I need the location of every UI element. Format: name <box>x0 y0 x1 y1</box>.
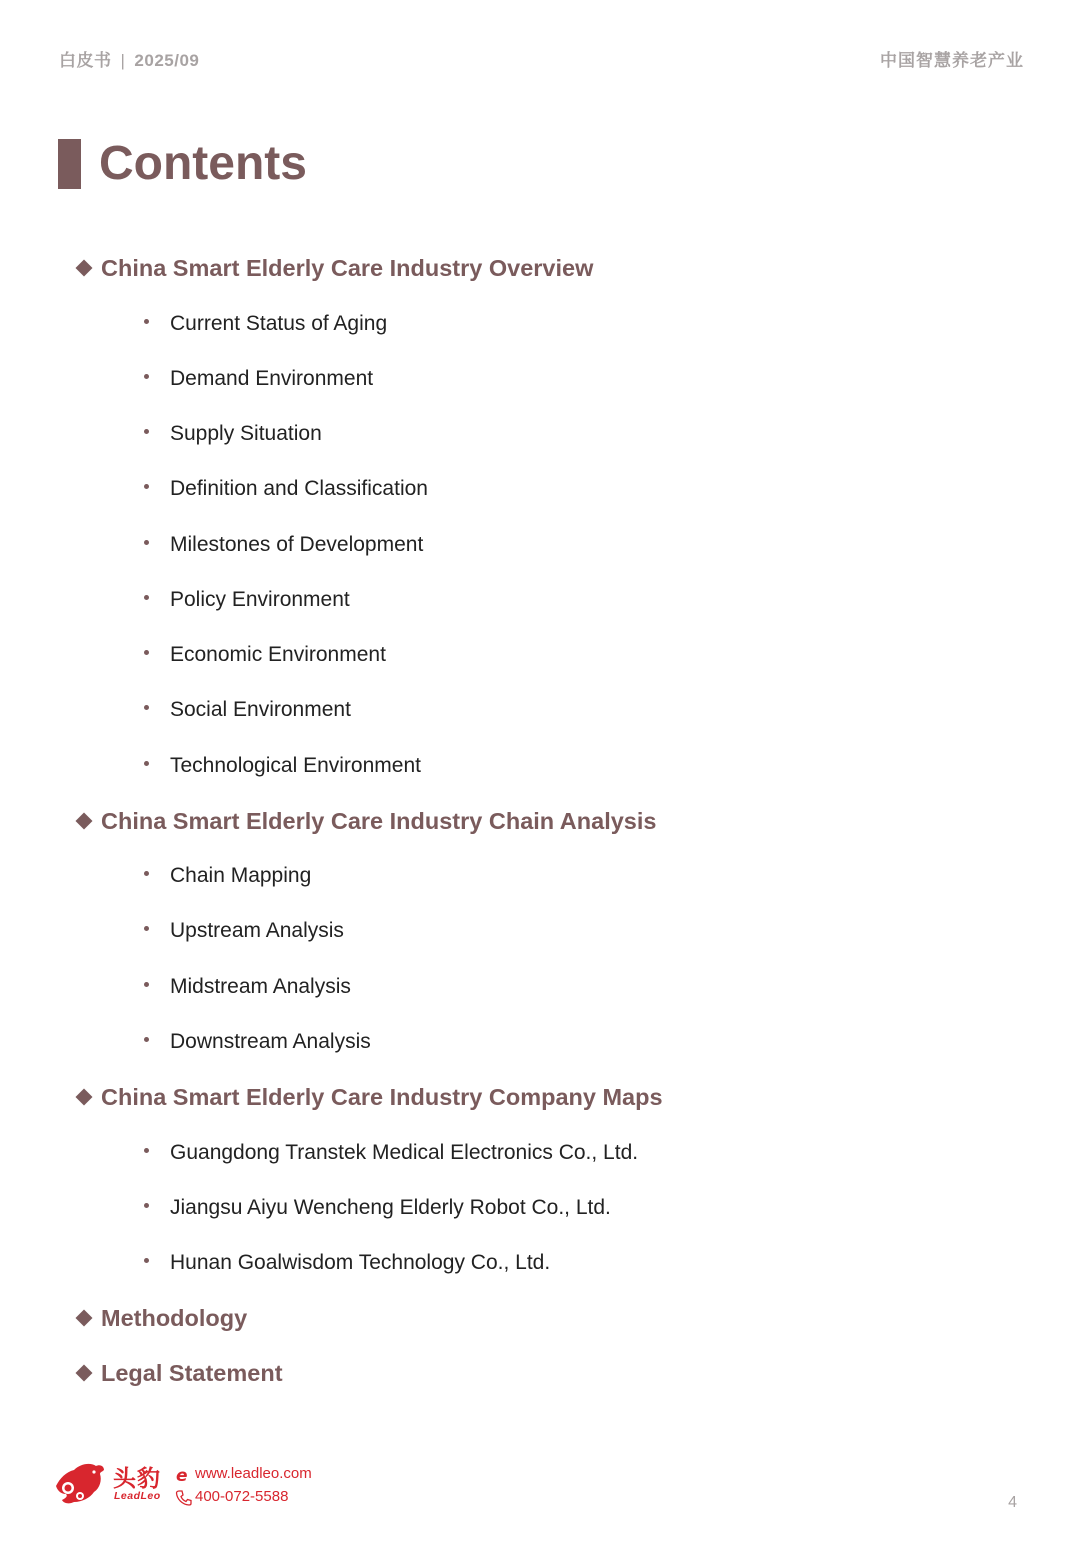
toc-item-label: Policy Environment <box>170 588 350 611</box>
dot-bullet-icon <box>144 595 149 600</box>
toc-item-label: Economic Environment <box>170 643 386 666</box>
toc-item[interactable] <box>144 531 423 559</box>
toc-section-legal[interactable] <box>74 1358 283 1388</box>
dot-bullet-icon <box>144 650 149 655</box>
toc-item[interactable] <box>144 917 344 945</box>
toc-item-label: Midstream Analysis <box>170 975 351 998</box>
toc-item[interactable] <box>144 752 421 780</box>
website-link[interactable]: www.leadleo.com <box>195 1465 312 1482</box>
toc-item[interactable] <box>144 641 386 669</box>
toc-section-chain-analysis[interactable] <box>74 806 656 836</box>
title-accent-bar <box>58 139 81 189</box>
phone-row[interactable] <box>175 1487 312 1510</box>
toc-item[interactable] <box>144 420 322 448</box>
dot-bullet-icon <box>144 926 149 931</box>
toc-item-label: Social Environment <box>170 698 351 721</box>
diamond-bullet-icon <box>76 812 93 829</box>
dot-bullet-icon <box>144 705 149 710</box>
phone-number[interactable]: 400-072-5588 <box>195 1488 289 1505</box>
diamond-bullet-icon <box>76 1364 93 1381</box>
dot-bullet-icon <box>144 761 149 766</box>
toc-item-label: Upstream Analysis <box>170 919 344 942</box>
dot-bullet-icon <box>144 484 149 489</box>
diamond-bullet-icon <box>76 1309 93 1326</box>
dot-bullet-icon <box>144 982 149 987</box>
dot-bullet-icon <box>144 1203 149 1208</box>
toc-item[interactable] <box>144 1249 550 1277</box>
page-title: Contents <box>99 137 307 190</box>
dot-bullet-icon <box>144 429 149 434</box>
toc-item[interactable] <box>144 365 373 393</box>
toc-item[interactable] <box>144 310 387 338</box>
toc-section-overview[interactable] <box>74 253 593 283</box>
toc-item-label: Guangdong Transtek Medical Electronics Co., Ltd. <box>170 1141 639 1164</box>
dot-bullet-icon <box>144 1037 149 1042</box>
diamond-bullet-icon <box>76 1088 93 1105</box>
toc-item[interactable] <box>144 1139 638 1167</box>
dot-bullet-icon <box>144 871 149 876</box>
toc-item-label: Technological Environment <box>170 754 421 777</box>
phone-icon <box>175 1489 192 1506</box>
toc-item-label: Demand Environment <box>170 367 374 390</box>
toc-item-label: Hunan Goalwisdom Technology Co., Ltd. <box>170 1251 551 1274</box>
dot-bullet-icon <box>144 374 149 379</box>
web-e-icon <box>175 1466 192 1483</box>
header-separator: | <box>120 51 126 70</box>
toc-item[interactable] <box>144 862 311 890</box>
toc-item[interactable] <box>144 696 351 724</box>
toc-section-label: Methodology <box>101 1305 248 1331</box>
toc-item-label: Milestones of Development <box>170 533 424 556</box>
toc-item-label: Definition and Classification <box>170 477 428 500</box>
contact-info <box>175 1464 312 1510</box>
toc-item[interactable] <box>144 1028 371 1056</box>
toc-item-label: Chain Mapping <box>170 864 312 887</box>
page-number: 4 <box>1008 1494 1017 1511</box>
dot-bullet-icon <box>144 319 149 324</box>
toc-item[interactable] <box>144 973 351 1001</box>
toc-section-label: Legal Statement <box>101 1360 283 1386</box>
diamond-bullet-icon <box>76 259 93 276</box>
website-row[interactable] <box>175 1464 312 1487</box>
toc-item-label: Supply Situation <box>170 422 322 445</box>
dot-bullet-icon <box>144 540 149 545</box>
dot-bullet-icon <box>144 1148 149 1153</box>
toc-section-label: China Smart Elderly Care Industry Chain Analysis <box>101 808 657 834</box>
toc-item[interactable] <box>144 1194 611 1222</box>
toc-item-label: Current Status of Aging <box>170 312 388 335</box>
toc-section-company-maps[interactable] <box>74 1082 663 1112</box>
dot-bullet-icon <box>144 1258 149 1263</box>
header-date: 2025/09 <box>134 51 200 70</box>
toc-section-methodology[interactable] <box>74 1303 247 1333</box>
svg-text:e: e <box>176 1465 188 1483</box>
header-report-name: 中国智慧养老产业 <box>880 51 1024 70</box>
toc-section-label: China Smart Elderly Care Industry Company Maps <box>101 1084 663 1110</box>
toc-item-label: Jiangsu Aiyu Wencheng Elderly Robot Co., Ltd. <box>170 1196 611 1219</box>
toc-section-label: China Smart Elderly Care Industry Overview <box>101 255 594 281</box>
toc-item[interactable] <box>144 586 350 614</box>
header-left <box>59 46 199 71</box>
brand-name-cn: 头豹 <box>113 1466 161 1492</box>
header-doc-type: 白皮书 <box>59 51 112 70</box>
brand-name-en: LeadLeo <box>114 1490 161 1502</box>
toc-item[interactable] <box>144 475 428 503</box>
toc-item-label: Downstream Analysis <box>170 1030 371 1053</box>
